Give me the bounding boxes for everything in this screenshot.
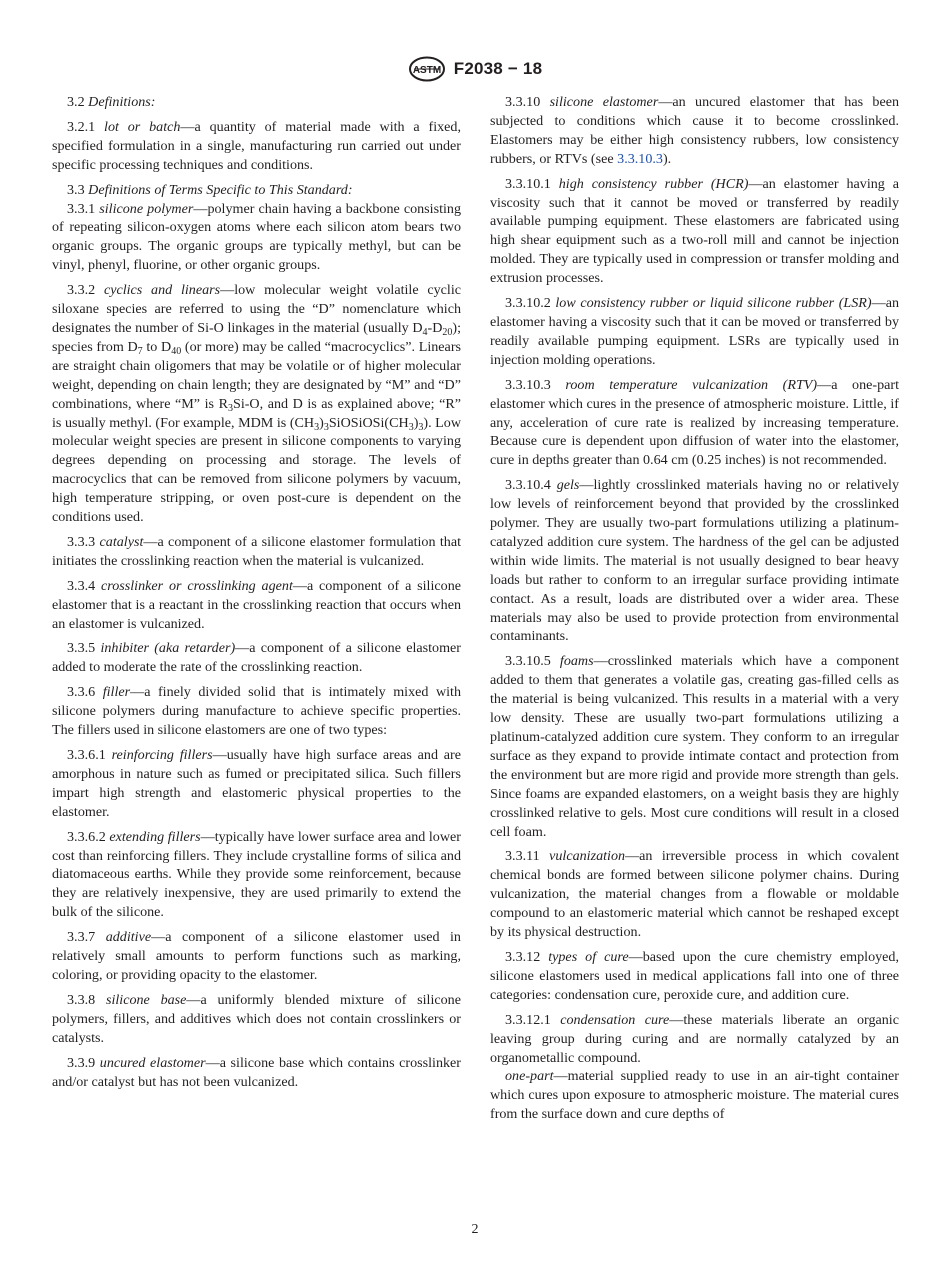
def-silicone-base: 3.3.8 silicone base—a uniformly blended mixture of silicone polymers, fillers, and additives which does not contain crosslinkers or catalysts. <box>52 991 461 1046</box>
def-gels: 3.3.10.4 gels—lightly crosslinked materials having no or relatively low levels of reinforcement beyond that provided by the crosslinked polymer. They are usually two-part formulations utilizing a platinum-catalyzed addition cure system. The hardness of the gel can be adjusted within wide limits. The material is not usually designed to bear heavy loads but rather to conform to an irregular surface providing intimate contact. As a result, loads are distributed over a wider area. These materials may also be used to provide protection from environmental contaminants. <box>490 477 899 645</box>
section-3-2: 3.2 Definitions: <box>67 94 156 110</box>
page-header <box>0 55 950 83</box>
left-column <box>52 93 461 1097</box>
section-3-3: 3.3 Definitions of Terms Specific to This Standard: <box>67 181 353 198</box>
logo-text: ASTM <box>412 65 441 76</box>
def-reinforcing-fillers: 3.3.6.1 reinforcing fillers—usually have high surface areas and are amorphous in nature such as fumed or precipitated silica. Such fillers impart high strength and elastomeric physical properties to the elastomer. <box>52 747 461 820</box>
def-cyclics-and-linears: 3.3.2 cyclics and linears—low molecular weight volatile cyclic siloxane species are referred to using the “D” nomenclature which designates the number of Si-O linkages in the material (usually $D_4-D_{20}$); species from $D_7$ to $D_{40}$ (or more) may be called “macrocyclics”. Linears are straight chain oligomers that may be volatile or of higher molecular weight, depending on chain length; they are designated by “M” and “D” combinations, where “M” is $R_3Si-O$, and D is as explained above; “R” is usually methyl. (For example, MDM is $(CH_3)_3SiOSiOSi(CH_3)_3$). Low molecular weight species are present in silicone components to varying degrees depending on processing and storage. The levels of macrocyclics that can be removed from silicone polymers by vacuum, high temperature stripping, or oven post-cure is dependent on the conditions used. <box>52 282 462 526</box>
def-rtv: 3.3.10.3 room temperature vulcanization (RTV)—a one-part elastomer which cures in the presence of atmospheric moisture. Little, if any, acceleration of cure rate is realized by increasing temperature. Because cure is dependent upon diffusion of water into the elastomer, cure in depths greater than 0.64 cm (0.25 inches) is not recommended. <box>490 376 899 469</box>
section-link-3-3-10-3[interactable]: 3.3.10.3 <box>617 150 663 167</box>
right-column <box>490 93 899 1130</box>
def-additive: 3.3.7 additive—a component of a silicone elastomer used in relatively small amounts to perform functions such as marking, coloring, or providing opacity to the elastomer. <box>52 929 461 983</box>
def-vulcanization: 3.3.11 vulcanization—an irreversible process in which covalent chemical bonds are formed between silicone polymer chains. During vulcanization, the material changes from a flowable or moldable compound to an elastomeric material which cannot be reshaped except by its physical destruction. <box>490 848 899 941</box>
designation: F2038 − 18 <box>453 59 543 78</box>
def-types-of-cure: 3.3.12 types of cure—based upon the cure chemistry employed, silicone elastomers used in medical applications fall into one of three categories: condensation cure, peroxide cure, and addition cure. <box>490 948 899 1003</box>
page-number: 2 <box>471 1222 479 1237</box>
def-silicone-polymer: 3.3.1 silicone polymer—polymer chain having a backbone consisting of repeating silicon-oxygen atoms where each silicon atom bears two organic groups. The organic groups are typically methyl, but can be vinyl, phenyl, fluorine, or other organic groups. <box>52 200 461 274</box>
def-lot-or-batch: 3.2.1 lot or batch—a quantity of material made with a fixed, specified formulation in a single, manufacturing run carried out under specific processing techniques and conditions. <box>52 118 461 173</box>
def-one-part: one-part—material supplied ready to use in an air-tight container which cures upon exposure to atmospheric moisture. The material cures from the surface down and cure depths of <box>490 1068 899 1123</box>
def-hcr: 3.3.10.1 high consistency rubber (HCR)—an elastomer having a viscosity such that it cannot be moved or transferred by readily available pumping equipment. These elastomers are fabricated using high shear equipment such as a two-roll mill and cannot be injection molded. They are typically used in compression or transfer molding and extrusion processes. <box>490 175 899 287</box>
def-extending-fillers: 3.3.6.2 extending fillers—typically have lower surface area and lower cost than reinforcing fillers. They include crystalline forms of silica and diatomaceous earths. While they provide some reinforcement, because they are relatively inexpensive, they are used primarily to extend the bulk of the silicone. <box>52 828 461 921</box>
def-inhibiter: 3.3.5 inhibiter (aka retarder)—a component of a silicone elastomer added to moderate the rate of the crosslinking reaction. <box>52 640 461 676</box>
def-uncured-elastomer: 3.3.9 uncured elastomer—a silicone base which contains crosslinker and/or catalyst but has not been vulcanized. <box>52 1054 461 1090</box>
astm-logo-icon <box>408 56 446 82</box>
def-crosslinker: 3.3.4 crosslinker or crosslinking agent—a component of a silicone elastomer that is a reactant in the crosslinking reaction that occurs when an elastomer is vulcanized. <box>52 577 461 632</box>
def-lsr: 3.3.10.2 low consistency rubber or liquid silicone rubber (LSR)—an elastomer having a viscosity such that it can be moved or transferred by readily available pumping equipment. LSRs are typically used in injection molding operations. <box>490 295 899 368</box>
def-foams: 3.3.10.5 foams—crosslinked materials which have a component added to them that generates a volatile gas, creating gas-filled cells as the material is being vulcanized. This results in a material with a very low density. These are usually two-part formulations utilizing a platinum-catalyzed addition cure system. They conform to an irregular surface as they expand to provide intimate contact and protection from the environment but are more rigid and provide more strength than gels. Since foams are expanded elastomers, on a weight basis they are highly crosslinked relative to gels. Most cure conditions will result in a closed cell foam. <box>490 653 899 840</box>
def-filler: 3.3.6 filler—a finely divided solid that is intimately mixed with silicone polymers during manufacture to achieve specific properties. The fillers used in silicone elastomers are one of two types: <box>52 684 462 739</box>
def-condensation-cure: 3.3.12.1 condensation cure—these materials liberate an organic leaving group during curing and are normally catalyzed by an organometallic compound. <box>490 1011 899 1066</box>
def-catalyst: 3.3.3 catalyst—a component of a silicone elastomer formulation that initiates the crosslinking reaction when the material is vulcanized. <box>52 533 461 569</box>
def-silicone-elastomer: 3.3.10 silicone elastomer—an uncured elastomer that has been subjected to conditions which cause it to become crosslinked. Elastomers may be either high consistency rubbers, low consistency rubbers, or RTVs (see 3.3.10.3). <box>490 94 900 167</box>
